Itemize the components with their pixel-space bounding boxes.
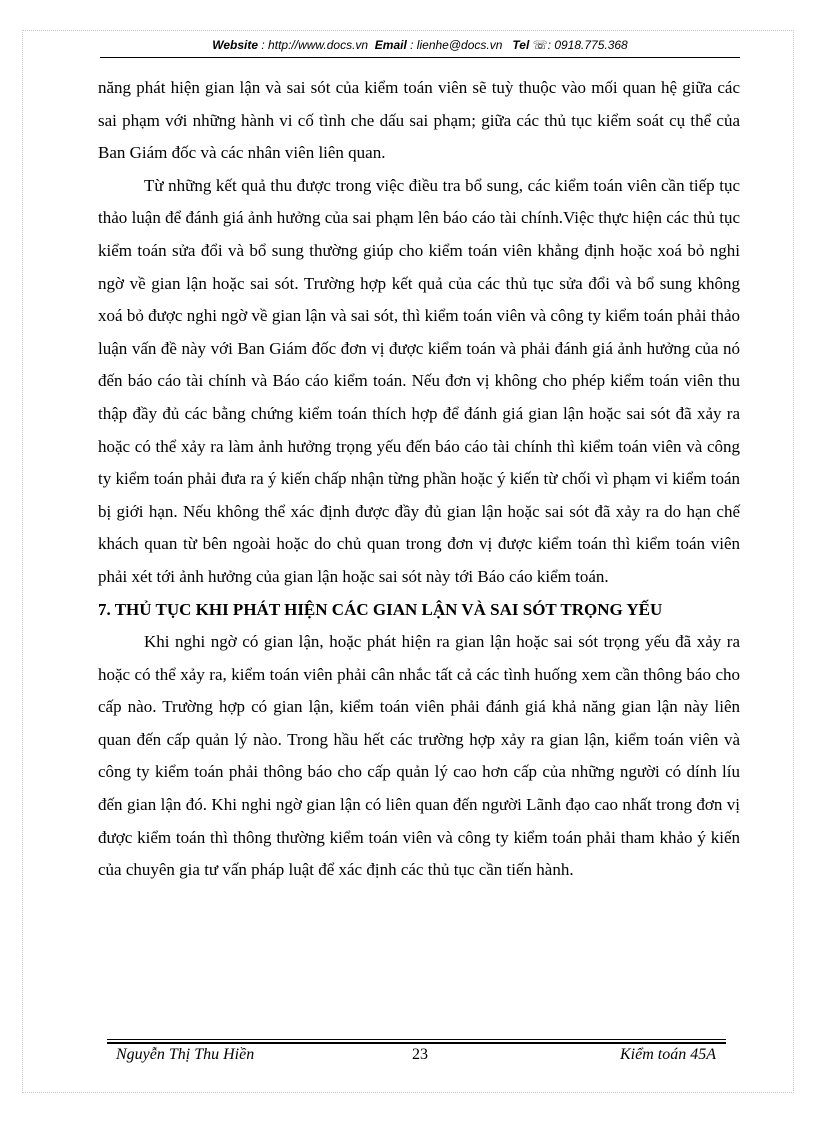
email-label: Email (374, 38, 407, 52)
tel-value: : 0918.775.368 (547, 38, 628, 52)
paragraph-1: năng phát hiện gian lận và sai sót của kiểm toán viên sẽ tuỳ thuộc vào mối quan hệ giữa các sai phạm với những hành vi cố tình che dấu sai phạm; giữa các thủ tục kiểm soát cụ thể của Ban Giám đốc và các nhân viên liên quan. (98, 78, 740, 163)
website-value[interactable]: : http://www.docs.vn (261, 38, 369, 52)
document-body (98, 72, 740, 887)
email-value[interactable]: : lienhe@docs.vn (410, 38, 503, 52)
footer-author: Nguyễn Thị Thu Hiền (116, 1046, 255, 1063)
phone-icon: ☏ (532, 38, 548, 52)
paragraph-3: Khi nghi ngờ có gian lận, hoặc phát hiện ra gian lận hoặc sai sót trọng yếu đã xảy ra hoặc có thể xảy ra, kiểm toán viên phải cân nhắc tất cả các tình huống xem cần thông báo cho cấp nào. Trường hợp có gian lận, kiểm toán viên phải đánh giá khả năng gian lận này liên quan đến cấp quản lý nào. Trong hầu hết các trường hợp xảy ra gian lận, kiểm toán viên và công ty kiểm toán phải thông báo cho cấp quản lý cao hơn cấp của những người có dính líu đến gian lận đó. Khi nghi ngờ gian lận có liên quan đến người Lãnh đạo cao nhất trong đơn vị được kiểm toán thì thông thường kiểm toán viên và công ty kiểm toán phải tham khảo ý kiến của chuyên gia tư vấn pháp luật để xác định các thủ tục cần tiến hành. (98, 632, 740, 880)
section-heading: 7. THỦ TỤC KHI PHÁT HIỆN CÁC GIAN LẬN VÀ SAI SÓT TRỌNG YẾU (98, 599, 663, 619)
page-header (100, 38, 740, 52)
website-label: Website (212, 38, 259, 52)
page-number: 23 (412, 1046, 428, 1063)
tel-label: Tel (512, 38, 530, 52)
footer-class: Kiểm toán 45A (620, 1046, 716, 1063)
header-rule (100, 57, 740, 58)
footer-rule-thick (107, 1042, 726, 1044)
footer-rule (107, 1039, 726, 1040)
paragraph-2: Từ những kết quả thu được trong việc điều tra bổ sung, các kiểm toán viên cần tiếp tục thảo luận để đánh giá ảnh hưởng của sai phạm lên báo cáo tài chính.Việc thực hiện các thủ tục kiểm toán sửa đổi và bổ sung thường giúp cho kiểm toán viên khẳng định hoặc xoá bỏ nghi ngờ về gian lận hoặc sai sót. Trường hợp kết quả của các thủ tục sửa đổi và bổ sung không xoá bỏ được nghi ngờ về gian lận và sai sót, thì kiểm toán viên và công ty kiểm toán phải thảo luận vấn đề này với Ban Giám đốc đơn vị được kiểm toán và phải đánh giá ảnh hưởng của nó đến báo cáo tài chính và Báo cáo kiểm toán. Nếu đơn vị không cho phép kiểm toán viên thu thập đầy đủ các bằng chứng kiểm toán thích hợp để đánh giá gian lận hoặc sai sót đã xảy ra hoặc có thể xảy ra làm ảnh hưởng trọng yếu đến báo cáo tài chính thì kiểm toán viên và công ty kiểm toán phải đưa ra ý kiến chấp nhận từng phần hoặc ý kiến từ chối vì phạm vi kiểm toán bị giới hạn. Nếu không thể xác định được đầy đủ gian lận hoặc sai sót đã xảy ra do hạn chế khách quan từ bên ngoài hoặc do chủ quan trong đơn vị được kiểm toán thì kiểm toán viên phải xét tới ảnh hưởng của gian lận hoặc sai sót này tới Báo cáo kiểm toán. (98, 175, 740, 586)
